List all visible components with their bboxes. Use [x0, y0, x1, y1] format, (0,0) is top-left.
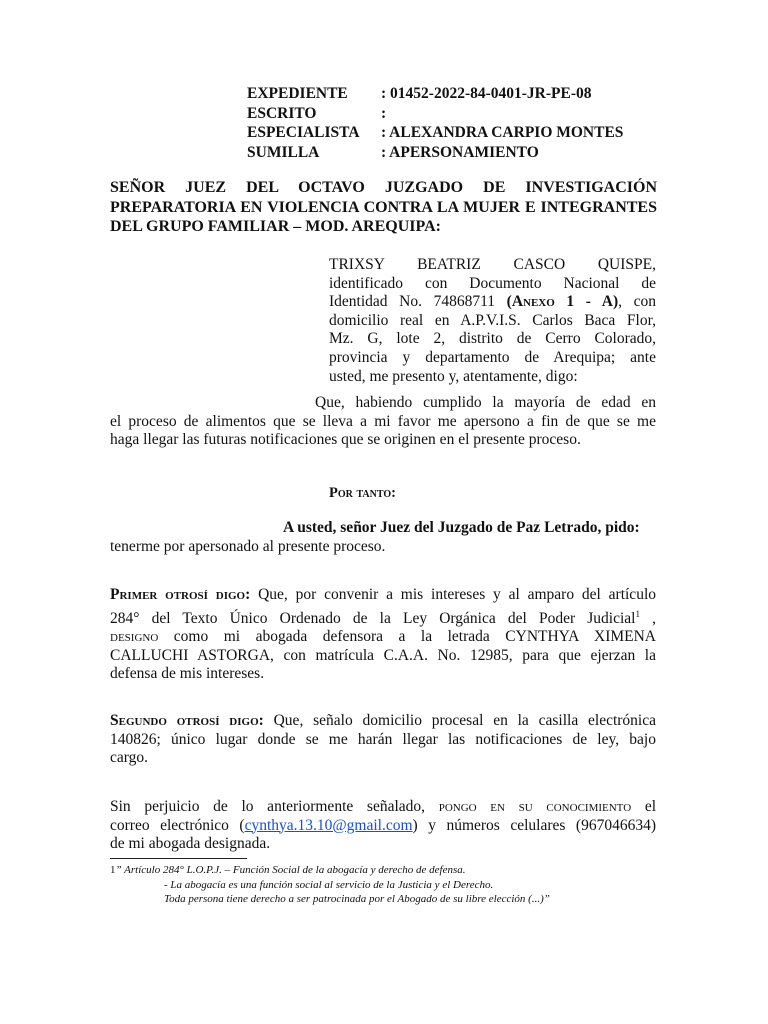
paragraph-line: [110, 605, 656, 629]
header-value: :: [381, 104, 387, 122]
petitioner-line: [329, 256, 656, 275]
paragraph-line: Que, habiendo cumplido la mayoría de edad en: [315, 394, 656, 411]
petitioner-line: Mz. G, lote 2, distrito de Cerro Colorado,: [329, 330, 656, 348]
header-label: ESCRITO: [247, 104, 317, 122]
petition-line: A usted, señor Juez del Juzgado de Paz Letrado, pido:: [283, 519, 640, 536]
header-label: ESPECIALISTA: [247, 124, 360, 141]
punctuation: ,: [652, 256, 656, 273]
petitioner-line: usted, me presento y, atentamente, digo:: [329, 367, 578, 385]
case-header: [247, 84, 623, 162]
paragraph-line: [110, 798, 656, 817]
header-row-expediente: [247, 84, 623, 104]
line-text: 284° del Texto Único Ordenado de la Ley Orgánica del Poder Judicial: [110, 609, 636, 627]
addressee-title: [110, 178, 657, 237]
designo-word: designo: [110, 628, 159, 645]
contact-paragraph: [110, 798, 656, 854]
petitioner-line: provincia y departamento de Arequipa; ante: [329, 348, 656, 366]
line-text: correo electrónico (: [110, 816, 245, 834]
header-value: : APERSONAMIENTO: [381, 143, 539, 161]
header-row-escrito: [247, 104, 623, 124]
addressee-line: SEÑOR JUEZ DEL OCTAVO JUZGADO DE INVESTIGACIÓN: [110, 179, 657, 196]
footnote-line: - La abogacía es una función social al servicio de la Justicia y el Derecho.: [164, 878, 494, 891]
petitioner-line: domicilio real en A.P.V.I.S. Carlos Baca Flor,: [329, 311, 656, 329]
line-text: Que, por convenir a mis intereses y al amparo del artículo: [250, 586, 656, 603]
paragraph-line: CALLUCHI ASTORGA, con matrícula C.A.A. No. 12985, para que ejerzan la: [110, 646, 656, 664]
segundo-otrosi-paragraph: [110, 712, 656, 768]
footnote: [110, 863, 550, 907]
pongo-phrase: pongo en su conocimiento: [438, 798, 632, 815]
petition-block: [110, 518, 656, 556]
header-label: EXPEDIENTE: [247, 85, 348, 102]
paragraph-line: haga llegar las futuras notificaciones que se originen en el presente proceso.: [110, 431, 581, 448]
id-tail: , con: [618, 293, 656, 311]
line-text: Que, señalo domicilio procesal en la casilla electrónica: [263, 712, 656, 729]
footnote-separator: [110, 858, 247, 859]
header-row-especialista: [247, 123, 623, 143]
paragraph-line: [110, 817, 656, 836]
footnote-ref: 1: [635, 608, 640, 619]
line-text: ) y números celulares (967046634): [412, 816, 656, 834]
paragraph-line: 140826; único lugar donde se me harán llegar las notificaciones de ley, bajo: [110, 730, 656, 748]
petitioner-line: identificado con Documento Nacional de: [329, 274, 656, 292]
addressee-line: DEL GRUPO FAMILIAR – MOD. AREQUIPA:: [110, 218, 441, 235]
primer-otrosi-paragraph: [110, 586, 656, 684]
id-text: Identidad No. 74868711: [329, 293, 507, 311]
petitioner-name: TRIXSY BEATRIZ CASCO QUISPE: [329, 256, 653, 273]
paragraph-line: el proceso de alimentos que se lleva a mi favor me apersono a fin de que se me: [110, 412, 656, 430]
line-text: el: [631, 798, 657, 815]
header-row-sumilla: [247, 143, 623, 163]
paragraph-line: cargo.: [110, 749, 149, 766]
line-text: Sin perjuicio de lo anteriormente señalado,: [110, 798, 439, 815]
otrosi-heading: Primer otrosí digo:: [110, 586, 251, 603]
line-text: ,: [639, 609, 657, 627]
petitioner-line: [329, 293, 656, 312]
line-text: como mi abogada defensora a la letrada CYNTHYA XIMENA: [158, 628, 656, 645]
petition-line: tenerme por apersonado al presente proceso.: [110, 538, 386, 555]
header-label: SUMILLA: [247, 143, 320, 161]
otrosi-heading: Segundo otrosí digo:: [110, 712, 264, 729]
email-link[interactable]: cynthya.13.10@gmail.com: [244, 816, 413, 834]
petitioner-block: [329, 256, 656, 386]
footnote-line: [110, 863, 550, 878]
paragraph-line: [110, 712, 656, 731]
annex-reference: (Anexo 1 - A): [506, 293, 619, 311]
paragraph-line: de mi abogada designada.: [110, 835, 271, 852]
request-paragraph: [110, 394, 656, 450]
header-value: : 01452-2022-84-0401-JR-PE-08: [381, 85, 592, 102]
paragraph-line: [110, 586, 656, 605]
footnote-number: 1: [110, 864, 116, 876]
paragraph-line: defensa de mis intereses.: [110, 665, 265, 682]
footnote-line: Toda persona tiene derecho a ser patrocinada por el Abogado de su libre elección (...)”: [164, 893, 550, 905]
addressee-line: PREPARATORIA EN VIOLENCIA CONTRA LA MUJER E INTEGRANTES: [110, 198, 657, 216]
por-tanto-heading: Por tanto:: [329, 485, 396, 501]
footnote-text: ” Artículo 284° L.O.P.J. – Función Social de la abogacía y derecho de defensa.: [115, 864, 466, 876]
header-value: : ALEXANDRA CARPIO MONTES: [381, 124, 624, 141]
paragraph-line: [110, 628, 656, 647]
